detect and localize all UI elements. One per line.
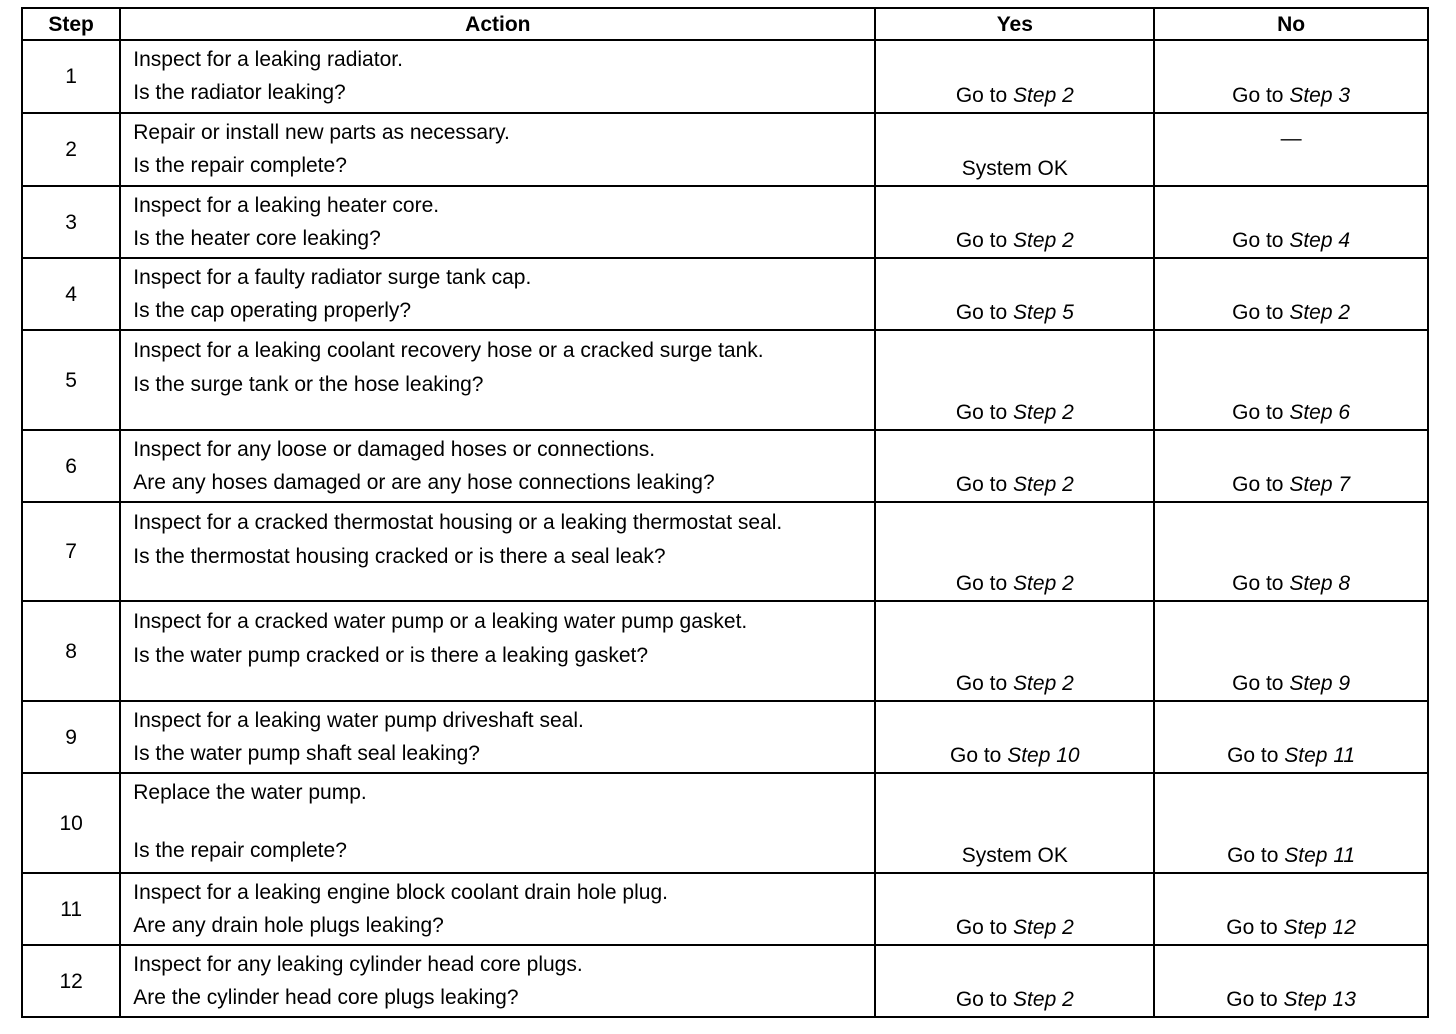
yes-result: [875, 330, 1154, 430]
result-prefix: Go to: [1226, 988, 1278, 1011]
result-prefix: Go to: [1232, 229, 1284, 252]
step-number: 1: [22, 40, 120, 113]
action-question: Is the repair complete?: [133, 839, 347, 862]
action-instruction: Inspect for a leaking water pump driveshaft seal.: [133, 709, 584, 732]
step-number: 10: [22, 773, 120, 873]
yes-column-header: Yes: [875, 8, 1154, 40]
table-row: [22, 258, 1428, 330]
result-prefix: Go to: [955, 672, 1008, 695]
step-number: 8: [22, 601, 120, 701]
result-prefix: Go to: [1232, 572, 1284, 595]
header-row: [22, 8, 1428, 40]
yes-result: [875, 40, 1154, 113]
no-result: [1154, 945, 1428, 1017]
action-cell: [120, 113, 875, 186]
action-cell: [120, 40, 875, 113]
step-reference-link[interactable]: Step 13: [1283, 988, 1356, 1011]
table-row: [22, 330, 1428, 430]
action-instruction: Inspect for a leaking radiator.: [133, 48, 403, 71]
no-result: [1154, 430, 1428, 502]
step-reference-link[interactable]: Step 6: [1289, 401, 1351, 424]
action-cell: [120, 502, 875, 601]
step-reference-link[interactable]: Step 2: [1013, 672, 1074, 695]
step-reference-link[interactable]: Step 2: [1013, 473, 1074, 496]
step-reference-link[interactable]: Step 2: [1013, 916, 1074, 939]
step-reference-link[interactable]: Step 2: [1013, 229, 1074, 252]
result-prefix: Go to: [955, 473, 1008, 496]
action-question: Is the cap operating properly?: [133, 299, 412, 322]
result-prefix: Go to: [955, 988, 1008, 1011]
action-instruction: Inspect for a cracked water pump or a leaking water pump gasket.: [133, 610, 748, 633]
action-question: Are the cylinder head core plugs leaking?: [133, 986, 519, 1009]
action-question: Are any hoses damaged or are any hose connections leaking?: [133, 471, 715, 494]
result-prefix: Go to: [955, 401, 1008, 424]
action-cell: [120, 701, 875, 773]
step-number: 3: [22, 186, 120, 258]
table-row: [22, 502, 1428, 601]
step-reference-link[interactable]: Step 5: [1013, 301, 1074, 324]
result-prefix: Go to: [955, 229, 1008, 252]
step-number: 12: [22, 945, 120, 1017]
yes-result: [875, 502, 1154, 601]
result-prefix: Go to: [1232, 401, 1284, 424]
result-prefix: Go to: [1232, 672, 1284, 695]
action-column-header: Action: [120, 8, 875, 40]
action-question: Is the radiator leaking?: [133, 81, 346, 104]
step-reference-link[interactable]: Step 8: [1289, 572, 1351, 595]
result-prefix: System OK: [961, 157, 1068, 180]
no-result-dash: —: [1280, 127, 1302, 150]
result-prefix: Go to: [1232, 473, 1284, 496]
table-row: [22, 430, 1428, 502]
no-result: [1154, 330, 1428, 430]
step-number: 11: [22, 873, 120, 945]
step-reference-link[interactable]: Step 12: [1283, 916, 1356, 939]
step-reference-link[interactable]: Step 3: [1289, 84, 1351, 107]
yes-result: [875, 430, 1154, 502]
result-prefix: Go to: [955, 572, 1008, 595]
action-instruction: Inspect for a leaking coolant recovery hose or a cracked surge tank.: [133, 339, 764, 362]
no-result: [1154, 601, 1428, 701]
table-row: [22, 701, 1428, 773]
result-prefix: Go to: [955, 301, 1008, 324]
yes-result: [875, 113, 1154, 186]
result-prefix: Go to: [1227, 844, 1279, 867]
action-instruction: Inspect for any loose or damaged hoses or connections.: [133, 438, 656, 461]
action-cell: [120, 330, 875, 430]
action-instruction: Inspect for a leaking heater core.: [133, 194, 440, 217]
action-cell: [120, 873, 875, 945]
result-prefix: Go to: [955, 916, 1008, 939]
result-prefix: Go to: [1227, 744, 1279, 767]
no-result: [1154, 773, 1428, 873]
yes-result: [875, 873, 1154, 945]
no-result: [1154, 502, 1428, 601]
action-cell: [120, 258, 875, 330]
result-prefix: Go to: [1232, 84, 1284, 107]
yes-result: [875, 601, 1154, 701]
no-result: [1154, 113, 1428, 186]
no-result: [1154, 186, 1428, 258]
diagnostic-table: [21, 7, 1429, 1018]
table-row: [22, 601, 1428, 701]
result-prefix: Go to: [955, 84, 1008, 107]
table-row: [22, 873, 1428, 945]
action-cell: [120, 945, 875, 1017]
result-prefix: Go to: [1226, 916, 1278, 939]
action-instruction: Inspect for any leaking cylinder head core plugs.: [133, 953, 583, 976]
no-result: [1154, 701, 1428, 773]
action-instruction: Inspect for a faulty radiator surge tank cap.: [133, 266, 532, 289]
step-number: 6: [22, 430, 120, 502]
step-reference-link[interactable]: Step 11: [1284, 744, 1356, 767]
action-question: Is the repair complete?: [133, 154, 347, 177]
table-row: [22, 186, 1428, 258]
action-cell: [120, 186, 875, 258]
yes-result: [875, 945, 1154, 1017]
step-number: 9: [22, 701, 120, 773]
yes-result: [875, 186, 1154, 258]
table-body: [22, 40, 1428, 1017]
action-instruction: Inspect for a cracked thermostat housing or a leaking thermostat seal.: [133, 511, 783, 534]
step-reference-link[interactable]: Step 4: [1289, 229, 1351, 252]
step-reference-link[interactable]: Step 9: [1289, 672, 1351, 695]
step-number: 5: [22, 330, 120, 430]
table-header: [22, 8, 1428, 40]
step-number: 7: [22, 502, 120, 601]
yes-result: [875, 773, 1154, 873]
step-reference-link[interactable]: Step 10: [1007, 744, 1080, 767]
step-reference-link[interactable]: Step 2: [1013, 572, 1074, 595]
yes-result: [875, 258, 1154, 330]
no-column-header: No: [1154, 8, 1428, 40]
step-number: 4: [22, 258, 120, 330]
action-question: Is the thermostat housing cracked or is there a seal leak?: [133, 545, 666, 568]
table-row: [22, 773, 1428, 873]
action-cell: [120, 430, 875, 502]
action-instruction: Replace the water pump.: [133, 781, 367, 804]
step-reference-link[interactable]: Step 2: [1013, 401, 1074, 424]
table-row: [22, 113, 1428, 186]
result-prefix: Go to: [1232, 301, 1284, 324]
step-reference-link[interactable]: Step 7: [1289, 473, 1351, 496]
no-result: [1154, 258, 1428, 330]
step-reference-link[interactable]: Step 2: [1013, 84, 1074, 107]
step-reference-link[interactable]: Step 11: [1284, 844, 1356, 867]
yes-result: [875, 701, 1154, 773]
action-question: Is the heater core leaking?: [133, 227, 381, 250]
result-prefix: Go to: [949, 744, 1002, 767]
no-result: [1154, 40, 1428, 113]
action-question: Is the water pump shaft seal leaking?: [133, 742, 480, 765]
table-row: [22, 945, 1428, 1017]
action-cell: [120, 601, 875, 701]
step-number: 2: [22, 113, 120, 186]
action-question: Are any drain hole plugs leaking?: [133, 914, 444, 937]
action-question: Is the water pump cracked or is there a leaking gasket?: [133, 644, 649, 667]
action-question: Is the surge tank or the hose leaking?: [133, 373, 484, 396]
no-result: [1154, 873, 1428, 945]
step-column-header: Step: [22, 8, 120, 40]
action-cell: [120, 773, 875, 873]
step-reference-link[interactable]: Step 2: [1013, 988, 1074, 1011]
table-row: [22, 40, 1428, 113]
step-reference-link[interactable]: Step 2: [1289, 301, 1351, 324]
action-instruction: Repair or install new parts as necessary.: [133, 121, 510, 144]
result-prefix: System OK: [961, 844, 1068, 867]
action-instruction: Inspect for a leaking engine block coolant drain hole plug.: [133, 881, 668, 904]
